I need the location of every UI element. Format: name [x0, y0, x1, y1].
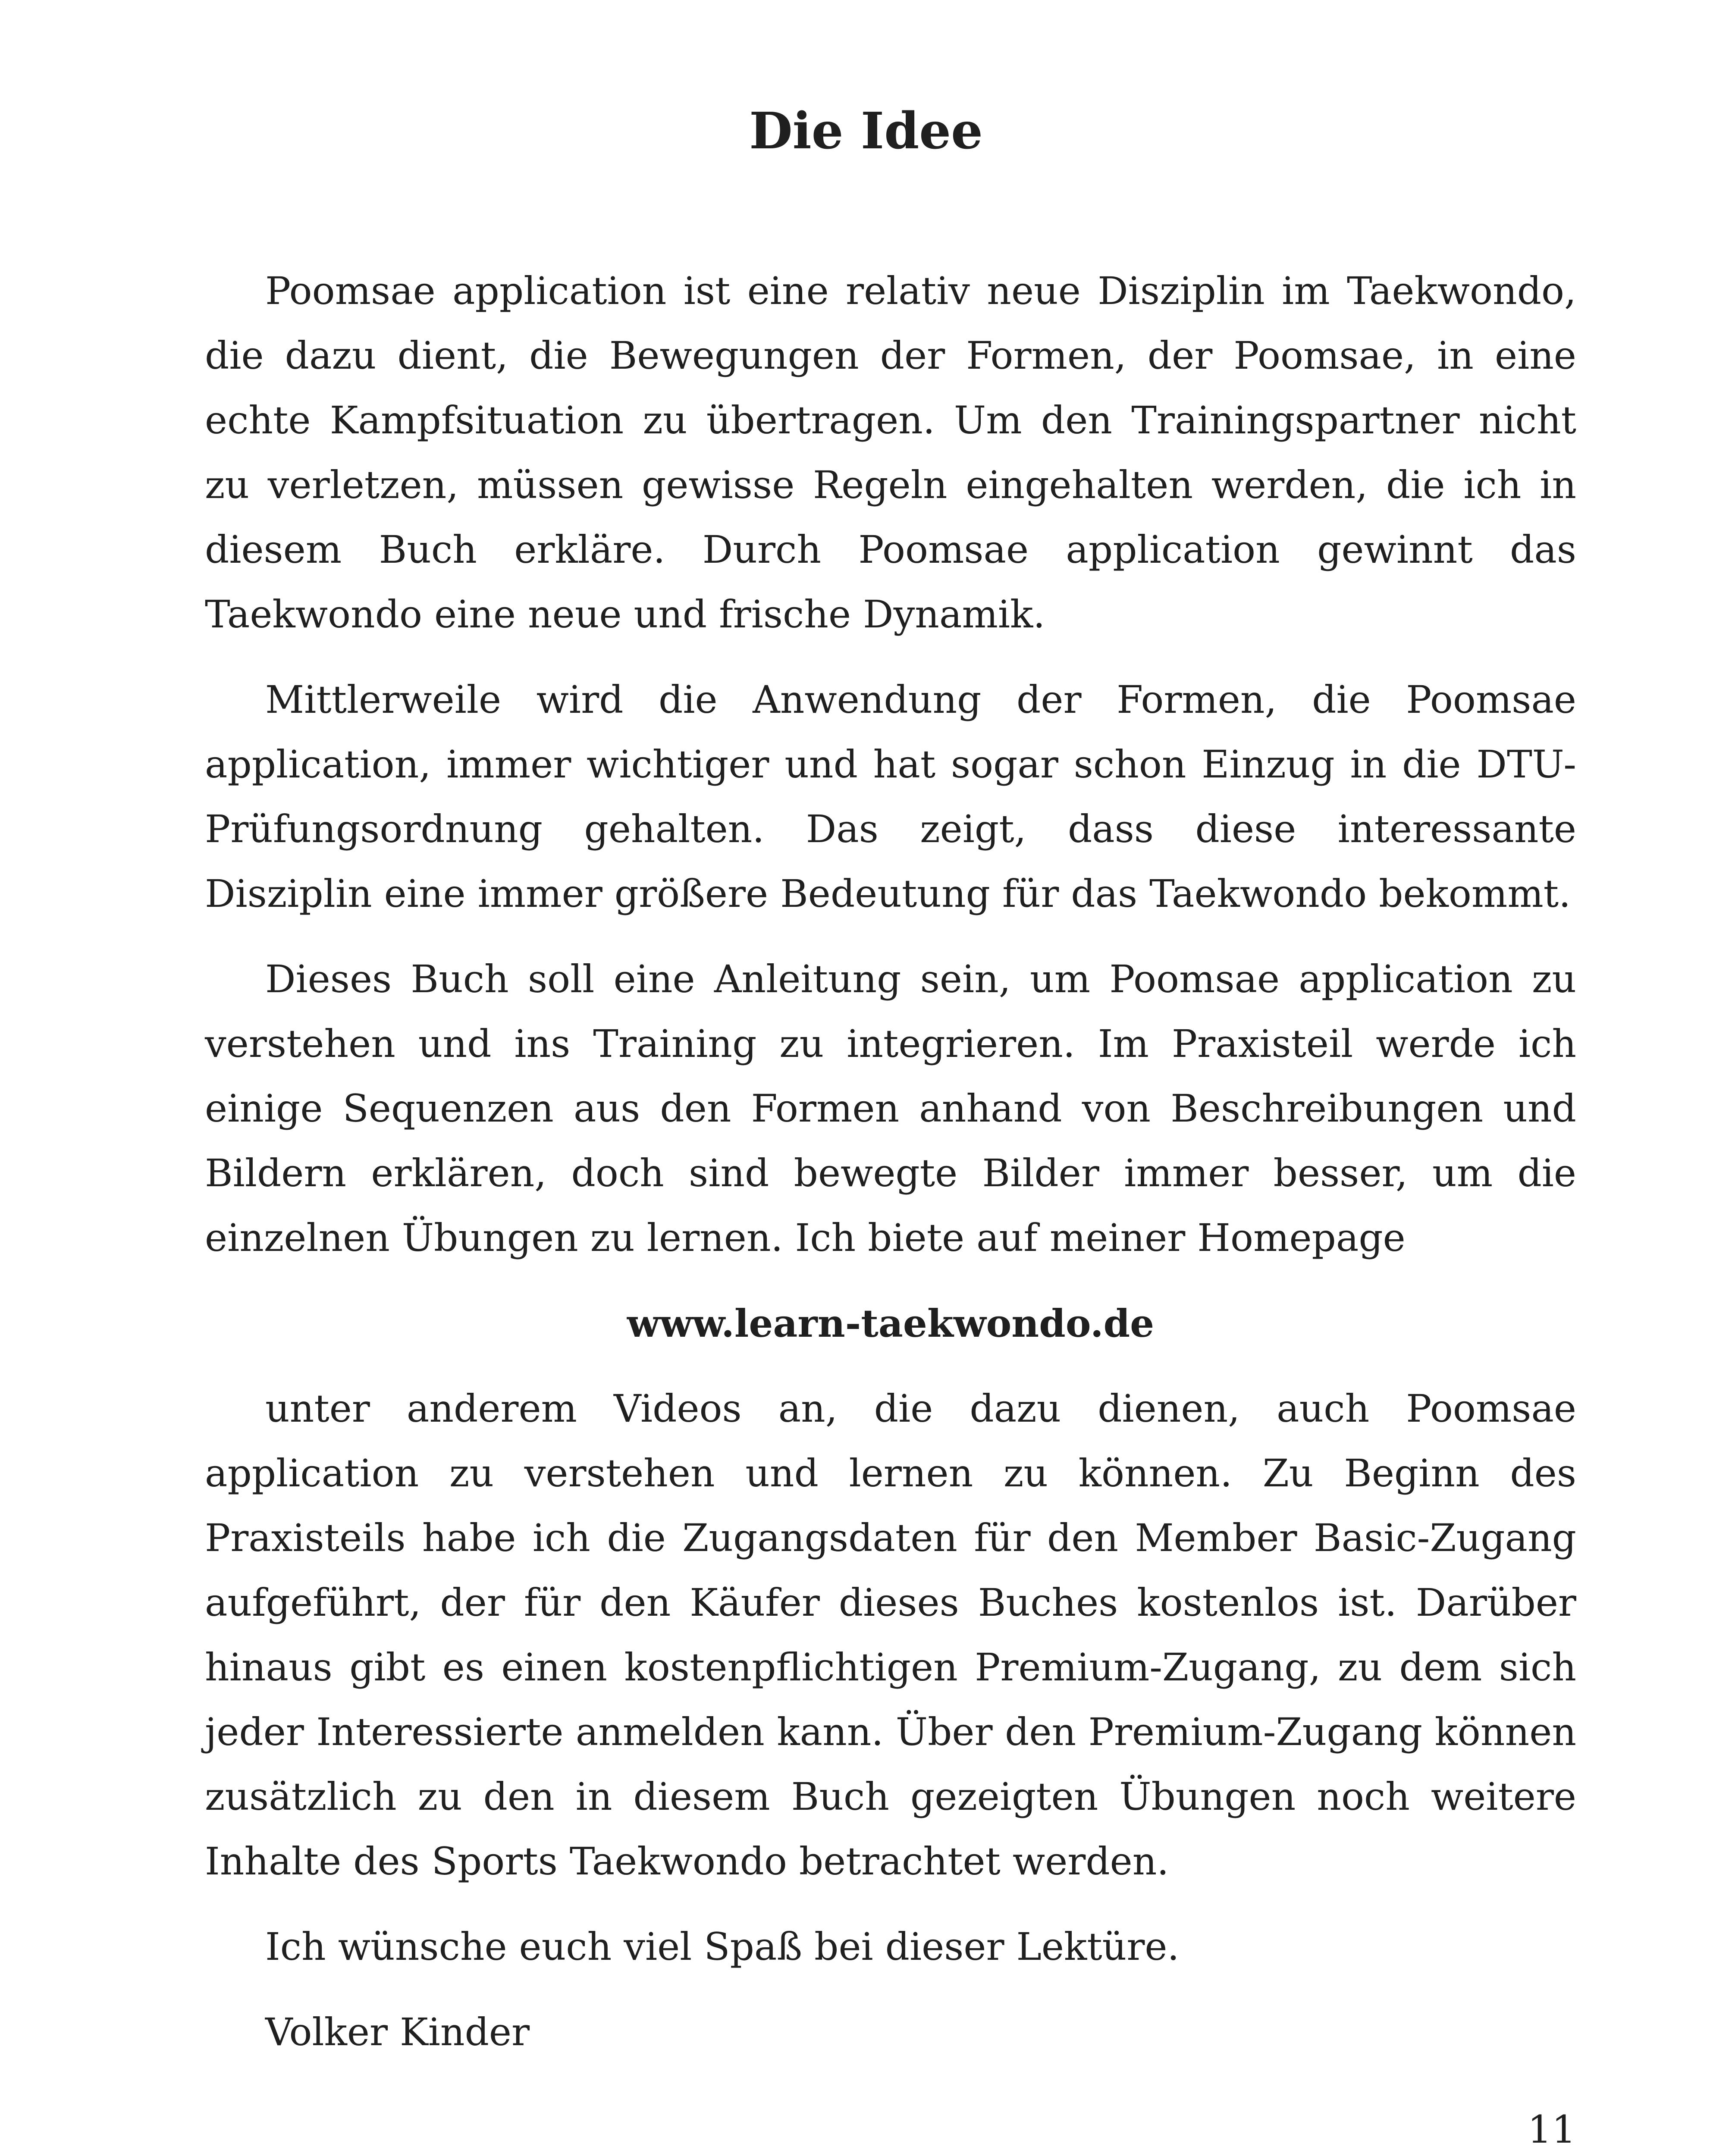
- page-number: 11: [1528, 2107, 1576, 2152]
- author-signature: Volker Kinder: [265, 2010, 530, 2054]
- paragraph-3: Dieses Buch soll eine Anleitung sein, um Poomsae application zu verstehen und ins Training zu integrieren. Im Praxisteil werde ich einige Sequenzen aus den Formen anhand von Beschreibungen und Bildern erklären, doch sind bewegte Bilder immer besser, um die einzelnen Übungen zu lernen. Ich biete auf meiner Homepage: [205, 957, 1576, 1260]
- paragraph-1: Poomsae application ist eine relativ neue Disziplin im Taekwondo, die dazu dient, die Bewegungen der Formen, der Poomsae, in eine echte Kampfsituation zu übertragen. Um den Trainingspartner nicht zu verletzen, müssen gewisse Regeln eingehalten werden, die ich in diesem Buch erkläre. Durch Poomsae application gewinnt das Taekwondo eine neue und frische Dynamik.: [205, 269, 1576, 636]
- paragraph-2: Mittlerweile wird die Anwendung der Formen, die Poomsae application, immer wichtiger und hat sogar schon Einzug in die DTU-Prüfungsordnung gehalten. Das zeigt, dass diese interessante Disziplin eine immer größere Bedeutung für das Taekwondo bekommt.: [205, 677, 1576, 916]
- homepage-url: www.learn-taekwondo.de: [627, 1301, 1155, 1346]
- body-text: [205, 259, 1576, 2085]
- paragraph-4: unter anderem Videos an, die dazu dienen, auch Poomsae application zu verstehen und lernen zu können. Zu Beginn des Praxisteils habe ich die Zugangsdaten für den Member Basic-Zugang aufgeführt, der für den Käufer dieses Buches kostenlos ist. Darüber hinaus gibt es einen kostenpflichtigen Premium-Zugang, zu dem sich jeder Interessierte anmelden kann. Über den Premium-Zugang können zusätzlich zu den in diesem Buch gezeigten Übungen noch weitere Inhalte des Sports Taekwondo betrachtet werden.: [205, 1386, 1576, 1883]
- closing-line: Ich wünsche euch viel Spaß bei dieser Lektüre.: [265, 1924, 1180, 1969]
- page-title: Die Idee: [749, 102, 983, 160]
